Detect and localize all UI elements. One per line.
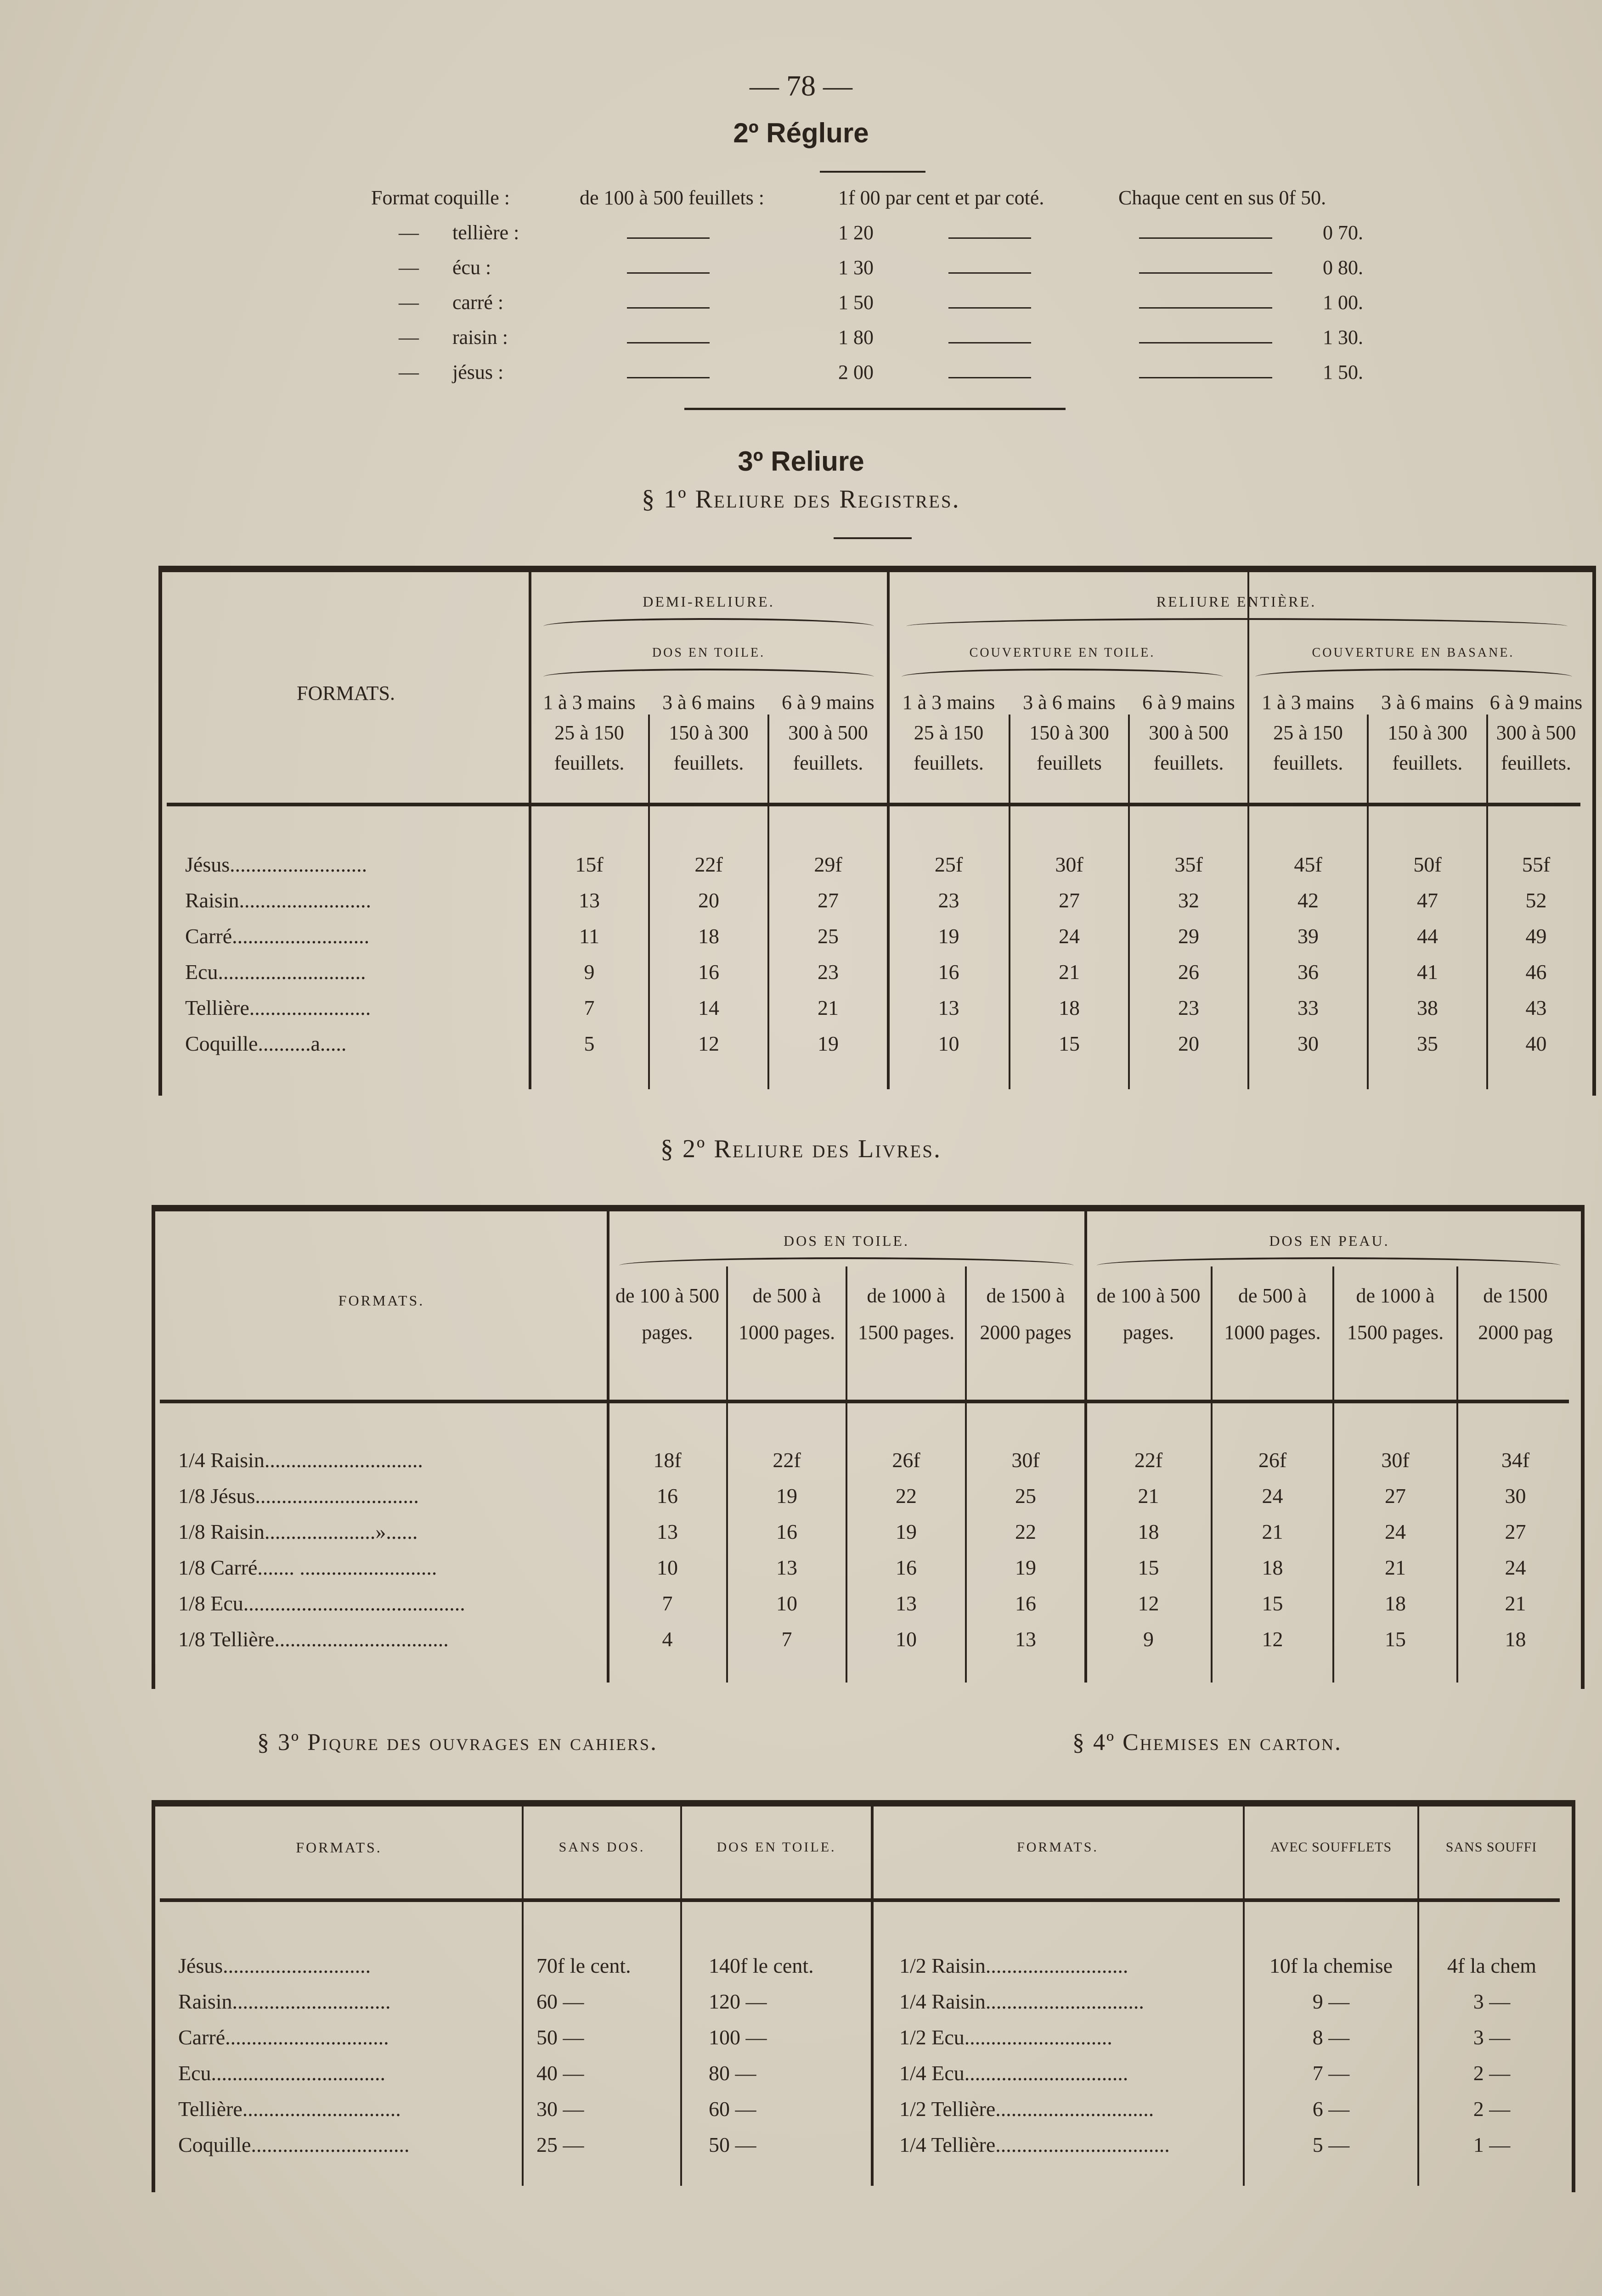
column-header: feuillets. [1392,752,1463,774]
cell-value: 21 [1059,960,1080,984]
brace [906,618,1568,626]
piqure-formats-header: FORMATS. [296,1839,382,1856]
reglure-price: 1 50 [838,291,874,314]
cell-value: 15f [575,853,604,876]
column-header: pages. [1123,1321,1174,1344]
cell-value: 18 [1505,1627,1526,1651]
cell-value: 45f [1294,853,1322,876]
column-header: 300 à 500 [788,721,868,744]
cell-value: 36 [1297,960,1319,984]
column-header: 3 à 6 mains [1023,691,1116,714]
reglure-format: jésus : [452,361,504,383]
cell-value: 21 [1505,1592,1526,1615]
row-label: 1/8 Jésus............................... [178,1484,419,1508]
cell-value: 44 [1417,924,1438,948]
cell-value: 11 [579,924,600,948]
chemises-sans: 4f la chem [1447,1954,1537,1977]
cell-value: 9 [1143,1627,1154,1651]
cell-value: 18 [1385,1592,1406,1615]
reliure-entiere-header: RELIURE ENTIÈRE. [1156,593,1317,610]
reglure-price: 1 30 [838,256,874,279]
chemises-avec: 9 — [1312,1990,1350,2013]
column-header: feuillets. [673,752,744,774]
column-header: 1000 pages. [738,1321,835,1344]
reglure-price: 1 20 [838,221,874,244]
dos-toile-header: DOS EN TOILE. [716,1840,836,1855]
cell-value: 4 [662,1627,673,1651]
piqure-row-label: Coquille.............................. [178,2133,410,2156]
cell-value: 25f [934,853,963,876]
cell-value: 15 [1138,1556,1159,1579]
piqure-row-label: Jésus............................ [178,1954,371,1977]
row-label: Raisin......................... [185,889,372,912]
cell-value: 10 [657,1556,678,1579]
avec-soufflets-header: AVEC SOUFFLETS [1270,1840,1392,1855]
cell-value: 29f [814,853,842,876]
column-header: 25 à 150 [1273,721,1343,744]
reglure-format: écu : [452,256,491,279]
ditto-dash [1139,272,1272,274]
reglure-price: 2 00 [838,361,874,383]
reglure-row [0,326,1602,360]
piqure-row-label: Tellière.............................. [178,2097,401,2121]
reglure-extra: 1 30. [1323,326,1363,349]
column-header: 6 à 9 mains [1142,691,1235,714]
dos-peau-header: DOS EN PEAU. [1269,1232,1390,1249]
column-header: 1500 pages. [857,1321,955,1344]
ditto-dash [1139,237,1272,239]
reglure-end-rule [684,408,1066,410]
column-header: feuillets. [914,752,984,774]
row-label: Jésus.......................... [185,853,367,876]
chemises-avec: 5 — [1312,2133,1350,2156]
chemises-row-label: 1/4 Tellière................................. [899,2133,1170,2156]
reglure-format: tellière : [452,221,519,244]
row-label: Tellière....................... [185,996,371,1019]
chemises-sans: 3 — [1473,2026,1511,2049]
dos-toile-header: DOS EN TOILE. [784,1232,909,1249]
cell-value: 10 [776,1592,797,1615]
piqure-sans-dos: 40 — [536,2061,584,2085]
chemises-sans: 2 — [1473,2061,1511,2085]
brace [543,669,874,677]
cell-value: 41 [1417,960,1438,984]
formats-header: FORMATS. [297,682,395,704]
piqure-dos-toile: 120 — [709,1990,767,2013]
cell-value: 15 [1262,1592,1283,1615]
piqure-sans-dos: 50 — [536,2026,584,2049]
header-rule [160,1400,1569,1403]
chemises-row-label: 1/4 Raisin.............................. [899,1990,1144,2013]
column-divider [1243,1806,1245,2186]
cell-value: 7 [781,1627,792,1651]
ditto-dash [627,272,710,274]
cell-value: 16 [657,1484,678,1508]
ditto-dash [1139,307,1272,309]
dos-toile-header: DOS EN TOILE. [652,646,766,660]
column-header: de 500 à [1238,1284,1307,1307]
cell-value: 29 [1178,924,1199,948]
cell-value: 19 [818,1032,839,1055]
chemises-sans: 2 — [1473,2097,1511,2121]
couverture-basane-header: COUVERTURE EN BASANE. [1312,646,1515,660]
reglure-row [0,256,1602,291]
cell-value: 46 [1525,960,1547,984]
reglure-extra: 1 00. [1323,291,1363,314]
piqure-sans-dos: 70f le cent. [536,1954,631,1977]
cell-value: 24 [1059,924,1080,948]
cell-value: 16 [938,960,959,984]
cell-value: 38 [1417,996,1438,1019]
ditto-dash [627,307,710,309]
cell-value: 18 [1262,1556,1283,1579]
cell-value: 26f [892,1448,920,1472]
reglure-extra: Chaque cent en sus 0f 50. [1118,186,1326,209]
ditto-dash [948,377,1031,378]
piqure-row-label: Ecu................................. [178,2061,386,2085]
cell-value: 30f [1055,853,1083,876]
cell-value: 43 [1525,996,1547,1019]
cell-value: 13 [896,1592,917,1615]
column-header: de 100 à 500 [615,1284,720,1307]
row-label: 1/8 Ecu.......................................... [178,1592,465,1615]
chemises-formats-header: FORMATS. [1017,1840,1099,1855]
cell-value: 30 [1297,1032,1319,1055]
column-header: 6 à 9 mains [782,691,874,714]
cell-value: 13 [1015,1627,1036,1651]
cell-value: 20 [698,889,719,912]
column-header: 300 à 500 [1149,721,1229,744]
row-label: 1/4 Raisin.............................. [178,1448,423,1472]
cell-value: 50f [1413,853,1442,876]
cell-value: 23 [818,960,839,984]
row-label: Ecu............................ [185,960,366,984]
column-header: de 1500 à [986,1284,1065,1307]
column-header: feuillets. [793,752,863,774]
cell-value: 18 [1138,1520,1159,1543]
column-header: pages. [642,1321,693,1344]
cell-value: 12 [1138,1592,1159,1615]
cell-value: 7 [584,996,595,1019]
cell-value: 19 [896,1520,917,1543]
cell-value: 7 [662,1592,673,1615]
row-label: 1/8 Carré....... .......................... [178,1556,437,1579]
column-header: 6 à 9 mains [1489,691,1583,714]
cell-value: 30f [1011,1448,1040,1472]
row-label: Carré.......................... [185,924,370,948]
column-header: 300 à 500 [1496,721,1576,744]
piqure-dos-toile: 80 — [709,2061,756,2085]
cell-value: 23 [1178,996,1199,1019]
reglure-row [0,186,1602,221]
cell-value: 25 [1015,1484,1036,1508]
demi-reliure-header: DEMI-RELIURE. [643,593,775,610]
formats-header: FORMATS. [338,1292,425,1309]
cell-value: 21 [1262,1520,1283,1543]
sans-dos-header: SANS DOS. [558,1840,645,1855]
reglure-dash: — [399,256,419,279]
cell-value: 24 [1385,1520,1406,1543]
brace [619,1257,1074,1266]
ditto-dash [1139,342,1272,343]
piqure-sans-dos: 30 — [536,2097,584,2121]
ditto-dash [627,377,710,378]
cell-value: 42 [1297,889,1319,912]
cell-value: 30 [1505,1484,1526,1508]
reglure-price: 1f 00 par cent et par coté. [838,186,1044,209]
cell-value: 5 [584,1032,595,1055]
chemises-avec: 6 — [1312,2097,1350,2121]
cell-value: 21 [1138,1484,1159,1508]
ditto-dash [948,272,1031,274]
chemises-avec: 7 — [1312,2061,1350,2085]
cell-value: 13 [938,996,959,1019]
livres-table [152,1205,1585,1689]
column-divider [522,1806,524,2186]
column-header: 3 à 6 mains [1381,691,1474,714]
piqure-sans-dos: 25 — [536,2133,584,2156]
reglure-title: 2º Réglure [733,118,869,148]
column-header: 3 à 6 mains [662,691,755,714]
chemises-title: § 4º Chemises en carton. [1072,1729,1343,1756]
cell-value: 21 [1385,1556,1406,1579]
livres-title: § 2º Reliure des Livres. [660,1135,942,1163]
subtitle-rule [834,537,912,539]
cell-value: 22f [1134,1448,1163,1472]
cell-value: 34f [1501,1448,1530,1472]
reglure-dash: — [399,361,419,383]
column-header: 150 à 300 [1029,721,1109,744]
column-header: feuillets [1037,752,1102,774]
chemises-row-label: 1/4 Ecu............................... [899,2061,1128,2085]
cell-value: 14 [698,996,719,1019]
column-header: 1 à 3 mains [1262,691,1354,714]
reglure-range: de 100 à 500 feuillets : [580,186,765,209]
chemises-row-label: 1/2 Tellière.............................. [899,2097,1154,2121]
cell-value: 10 [938,1032,959,1055]
row-label: 1/8 Tellière................................. [178,1627,449,1651]
cell-value: 16 [698,960,719,984]
cell-value: 16 [776,1520,797,1543]
cell-value: 22f [773,1448,801,1472]
column-divider [680,1806,682,2186]
reglure-dash: — [399,221,419,244]
cell-value: 26 [1178,960,1199,984]
column-header: 1 à 3 mains [902,691,995,714]
title-rule [820,171,925,173]
cell-value: 25 [818,924,839,948]
sans-soufflets-header: SANS SOUFFI [1445,1840,1537,1855]
cell-value: 35f [1174,853,1203,876]
piqure-title: § 3º Piqure des ouvrages en cahiers. [257,1729,658,1756]
reglure-extra: 1 50. [1323,361,1363,383]
page-number: — 78 — [750,69,852,102]
reglure-row [0,291,1602,326]
cell-value: 24 [1262,1484,1283,1508]
ditto-dash [948,237,1031,239]
brace [543,618,874,626]
reglure-price: 1 80 [838,326,874,349]
piqure-dos-toile: 140f le cent. [709,1954,814,1977]
cell-value: 22 [1015,1520,1036,1543]
ditto-dash [627,342,710,343]
brace [902,669,1223,677]
cell-value: 13 [579,889,600,912]
cell-value: 13 [776,1556,797,1579]
cell-value: 30f [1381,1448,1410,1472]
cell-value: 13 [657,1520,678,1543]
cell-value: 18f [653,1448,682,1472]
chemises-row-label: 1/2 Raisin........................... [899,1954,1128,1977]
column-header: de 1000 à [867,1284,946,1307]
cell-value: 35 [1417,1032,1438,1055]
cell-value: 15 [1385,1627,1406,1651]
piqure-dos-toile: 100 — [709,2026,767,2049]
piqure-row-label: Carré............................... [178,2026,389,2049]
column-divider [1417,1806,1419,2186]
reglure-extra: 0 80. [1323,256,1363,279]
cell-value: 39 [1297,924,1319,948]
cell-value: 19 [938,924,959,948]
column-header: feuillets. [1273,752,1343,774]
cell-value: 27 [818,889,839,912]
ditto-dash [627,237,710,239]
cell-value: 21 [818,996,839,1019]
cell-value: 47 [1417,889,1438,912]
column-header: 2000 pag [1478,1321,1553,1344]
cell-value: 23 [938,889,959,912]
brace [1255,669,1572,677]
column-header: 150 à 300 [669,721,749,744]
chemises-sans: 3 — [1473,1990,1511,2013]
column-header: de 100 à 500 [1096,1284,1201,1307]
column-divider [871,1806,874,2186]
reglure-dash: — [399,326,419,349]
reglure-format: coquille : [434,186,510,209]
piqure-row-label: Raisin.............................. [178,1990,391,2013]
chemises-avec: 8 — [1312,2026,1350,2049]
cell-value: 12 [1262,1627,1283,1651]
piqure-chemises-table [152,1800,1575,2192]
cell-value: 12 [698,1032,719,1055]
reglure-format: carré : [452,291,504,314]
piqure-dos-toile: 50 — [709,2133,756,2156]
cell-value: 27 [1059,889,1080,912]
reglure-row [0,360,1602,395]
column-header: feuillets. [1153,752,1224,774]
cell-value: 32 [1178,889,1199,912]
cell-value: 16 [1015,1592,1036,1615]
ditto-dash [1139,377,1272,378]
brace [1097,1257,1561,1266]
column-header: 1000 pages. [1224,1321,1321,1344]
cell-value: 18 [1059,996,1080,1019]
cell-value: 33 [1297,996,1319,1019]
reglure-row [0,221,1602,256]
cell-value: 40 [1525,1032,1547,1055]
cell-value: 22f [694,853,723,876]
column-header: de 1000 à [1356,1284,1435,1307]
cell-value: 15 [1059,1032,1080,1055]
column-header: feuillets. [554,752,625,774]
reglure-format: raisin : [452,326,508,349]
column-header: 150 à 300 [1388,721,1467,744]
header-rule [167,803,1580,806]
row-label: 1/8 Raisin.....................»...... [178,1520,418,1543]
couverture-toile-header: COUVERTURE EN TOILE. [969,646,1156,660]
chemises-row-label: 1/2 Ecu............................ [899,2026,1112,2049]
reglure-dash: Format [371,186,430,209]
cell-value: 20 [1178,1032,1199,1055]
reliure-title: 3º Reliure [738,446,864,477]
cell-value: 10 [896,1627,917,1651]
cell-value: 18 [698,924,719,948]
ditto-dash [948,342,1031,343]
cell-value: 55f [1522,853,1551,876]
column-header: 1500 pages. [1347,1321,1444,1344]
cell-value: 16 [896,1556,917,1579]
cell-value: 9 [584,960,595,984]
column-header: 25 à 150 [554,721,624,744]
reglure-extra: 0 70. [1323,221,1363,244]
chemises-avec: 10f la chemise [1269,1954,1393,1977]
column-header: de 1500 [1483,1284,1548,1307]
piqure-sans-dos: 60 — [536,1990,584,2013]
column-header: 2000 pages [980,1321,1072,1344]
piqure-dos-toile: 60 — [709,2097,756,2121]
ditto-dash [948,307,1031,309]
cell-value: 26f [1258,1448,1287,1472]
cell-value: 19 [776,1484,797,1508]
reglure-dash: — [399,291,419,314]
registres-subtitle: § 1º Reliure des Registres. [642,485,960,513]
chemises-sans: 1 — [1473,2133,1511,2156]
cell-value: 52 [1525,889,1547,912]
column-header: 1 à 3 mains [543,691,636,714]
column-header: feuillets. [1501,752,1571,774]
cell-value: 49 [1525,924,1547,948]
cell-value: 27 [1385,1484,1406,1508]
row-label: Coquille..........a..... [185,1032,347,1055]
cell-value: 24 [1505,1556,1526,1579]
registres-table [158,566,1596,1096]
cell-value: 19 [1015,1556,1036,1579]
cell-value: 27 [1505,1520,1526,1543]
column-header: 25 à 150 [914,721,984,744]
cell-value: 22 [896,1484,917,1508]
column-header: de 500 à [752,1284,821,1307]
header-rule [160,1898,1560,1902]
